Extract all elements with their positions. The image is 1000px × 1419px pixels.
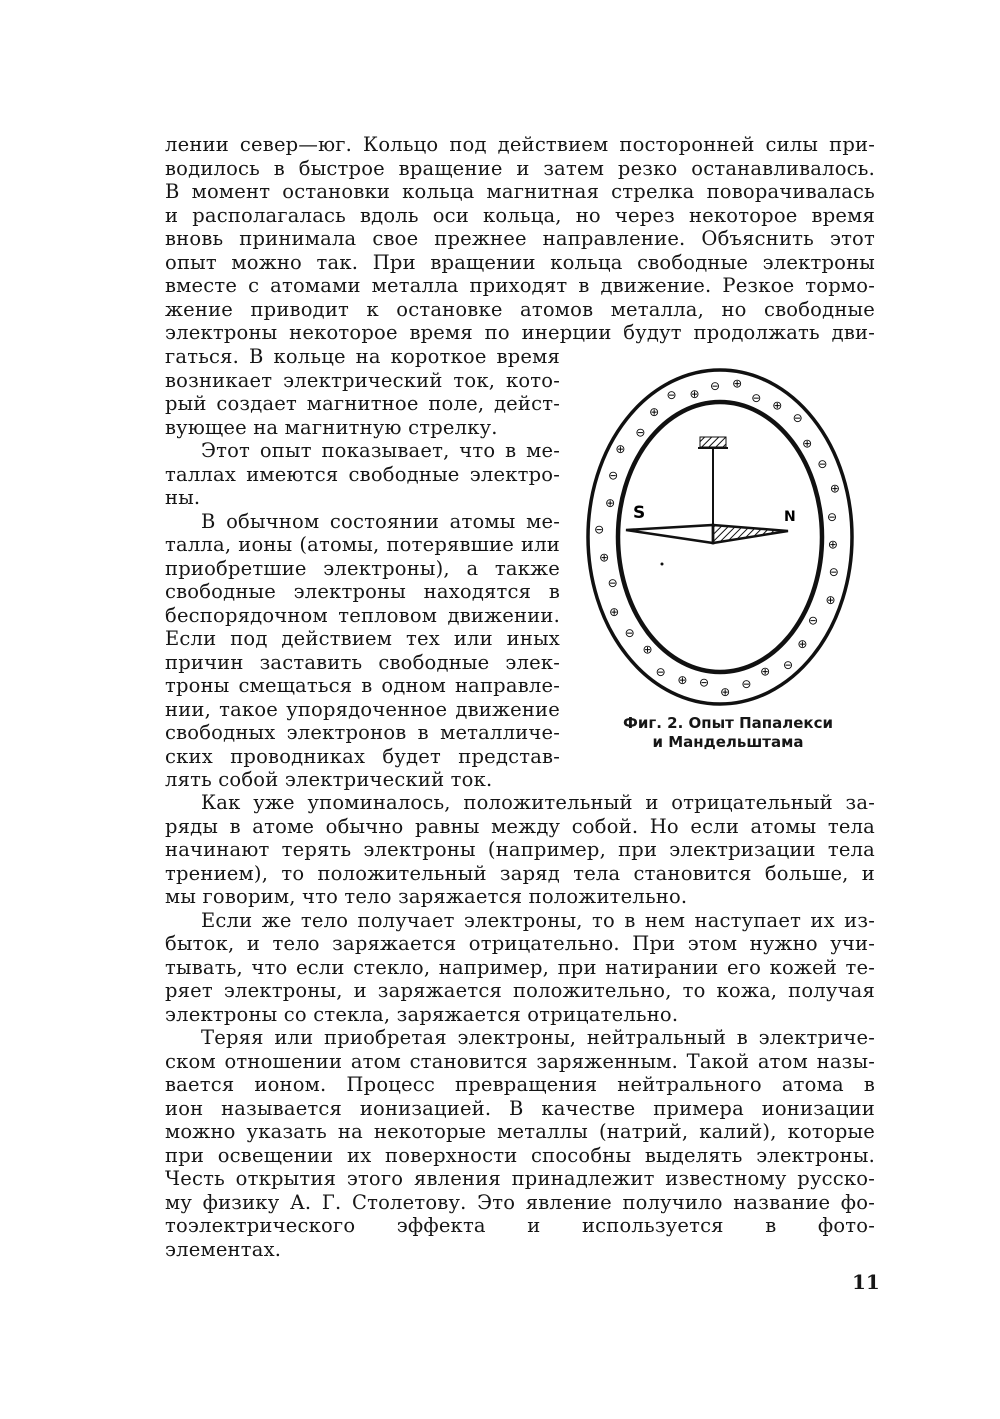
text-line: мы говорим, что тело заряжается положительно. [165, 885, 688, 908]
text-line: вновь принимала свое прежнее направление. Объяснить этот [165, 227, 875, 250]
text-line: таллах имеются свободные электро- [165, 462, 560, 486]
text-line: опыт можно так. При вращении кольца свободные электроны [165, 250, 875, 274]
text-line: тывать, что если стекло, например, при натирании его кожей те- [165, 955, 875, 979]
page-number: 11 [852, 1270, 880, 1294]
positive-charge-icon: ⊕ [797, 637, 808, 652]
positive-charge-icon: ⊕ [802, 436, 813, 451]
negative-charge-icon: ⊖ [666, 388, 677, 402]
text-line: трением), то положительный заряд тела становится больше, и [165, 861, 875, 885]
negative-charge-icon: ⊖ [709, 379, 721, 394]
negative-charge-icon: ⊖ [817, 457, 828, 471]
text-line: рый создает магнитное поле, дейст- [165, 392, 560, 415]
figure-caption [588, 714, 868, 752]
top-paragraph [165, 133, 875, 345]
text-line: электроны со стекла, заряжается отрицательно. [165, 1002, 679, 1026]
text-line: возникает электрический ток, кото- [165, 368, 560, 392]
negative-charge-icon: ⊖ [594, 522, 605, 537]
text-line: лении север—юг. Кольцо под действием посторонней силы при- [165, 133, 875, 156]
positive-charge-icon: ⊕ [732, 376, 743, 391]
text-line: Теряя или приобретая электроны, нейтральный в электриче- [201, 1026, 875, 1049]
text-line: быток, и тело заряжается отрицательно. При этом нужно учи- [165, 932, 875, 955]
negative-charge-icon: ⊖ [698, 675, 710, 690]
text-line: тоэлектрического эффекта и используется в фото- [165, 1214, 875, 1237]
negative-charge-icon: ⊖ [608, 468, 619, 483]
text-line: начинают терять электроны (например, при электризации тела [165, 838, 875, 861]
negative-charge-icon: ⊖ [828, 565, 839, 580]
positive-charge-icon: ⊕ [829, 481, 840, 496]
positive-charge-icon: ⊕ [827, 537, 838, 552]
south-pole-label: S [633, 503, 646, 523]
negative-charge-icon: ⊖ [826, 510, 838, 525]
text-line: и располагалась вдоль оси кольца, но через некоторое время [165, 203, 875, 227]
text-line: ны. [165, 486, 201, 509]
negative-charge-icon: ⊖ [655, 665, 666, 680]
text-line: ском отношении атом становится заряженным. Такой атом назы- [165, 1049, 875, 1073]
left-column [165, 345, 560, 792]
text-line: талла, ионы (атомы, потерявшие или [165, 533, 560, 556]
magnetic-needle-icon [626, 525, 788, 543]
text-line: Если же тело получает электроны, то в нем наступает их из- [201, 908, 875, 932]
text-line: гаться. В кольце на короткое время [165, 345, 560, 368]
text-line: вместе с атомами металла приходят в движение. Резкое тормо- [165, 274, 875, 297]
positive-charge-icon: ⊕ [825, 593, 836, 608]
north-pole-label: N [784, 509, 796, 525]
text-line: ион называется ионизацией. В качестве примера ионизации [165, 1096, 875, 1120]
positive-charge-icon: ⊕ [615, 441, 626, 456]
positive-charge-icon: ⊕ [760, 664, 771, 679]
text-line: причин заставить свободные элек- [165, 650, 560, 674]
negative-charge-icon: ⊖ [792, 411, 803, 426]
positive-charge-icon: ⊕ [772, 398, 783, 413]
text-line: ряет электроны, и заряжается положительно, то кожа, получая [165, 979, 875, 1002]
negative-charge-icon: ⊖ [807, 613, 819, 628]
bottom-paragraphs [165, 791, 875, 1261]
text-line: водилось в быстрое вращение и затем резко останавливалось. [165, 156, 875, 180]
positive-charge-icon: ⊕ [720, 684, 731, 699]
positive-charge-icon: ⊕ [609, 604, 620, 619]
positive-charge-icon: ⊕ [677, 673, 688, 687]
caption-line-2: и Мандельштама [652, 733, 804, 751]
text-line: ских проводниках будет представ- [165, 744, 560, 768]
caption-line-1: Фиг. 2. Опыт Папалекси [623, 714, 833, 732]
negative-charge-icon: ⊖ [624, 626, 635, 640]
negative-charge-icon: ⊖ [751, 390, 762, 405]
positive-charge-icon: ⊕ [599, 550, 610, 565]
text-line: вается ионом. Процесс превращения нейтрального атома в [165, 1073, 875, 1096]
text-line: приобретшие электроны), а также [165, 556, 560, 580]
text-line: электроны некоторое время по инерции будут продолжать дви- [165, 321, 875, 344]
positive-charge-icon: ⊕ [689, 386, 700, 401]
positive-charge-icon: ⊕ [649, 405, 660, 420]
positive-charge-icon: ⊕ [605, 495, 616, 510]
text-line: свободные электроны находятся в [165, 580, 560, 603]
text-line: вующее на магнитную стрелку. [165, 415, 498, 439]
text-line: при освещении их поверхности способны выделять электроны. [165, 1143, 875, 1167]
negative-charge-icon: ⊖ [607, 576, 618, 591]
text-line: троны смещаться в одном направле- [165, 674, 560, 697]
positive-charge-icon: ⊕ [642, 642, 653, 657]
text-line: элементах. [165, 1237, 282, 1261]
text-line: жение приводит к остановке атомов металла, но свободные [165, 297, 875, 321]
text-line: лять собой электрический ток. [165, 768, 493, 791]
text-line: Честь открытия этого явления принадлежит известному русско- [165, 1167, 875, 1190]
text-line: нии, такое упорядоченное движение [165, 697, 560, 721]
negative-charge-icon: ⊖ [635, 425, 646, 440]
text-line: ряды в атоме обычно равны между собой. Но если атомы тела [165, 814, 875, 838]
text-line: В обычном состоянии атомы ме- [201, 509, 560, 533]
suspension-mount-icon [698, 437, 728, 448]
negative-charge-icon: ⊖ [782, 658, 794, 673]
text-line: Как уже упоминалось, положительный и отрицательный за- [201, 791, 875, 814]
dot-mark [661, 563, 664, 566]
text-line: можно указать на некоторые металлы (натрий, калий), которые [165, 1120, 875, 1143]
text-line: беспорядочном тепловом движении. [165, 603, 560, 627]
papaleksi-mandelstam-figure [578, 365, 858, 710]
text-line: В момент остановки кольца магнитная стрелка поворачивалась [165, 180, 875, 203]
text-line: му физику А. Г. Столетову. Это явление получило название фо- [165, 1190, 875, 1214]
negative-charge-icon: ⊖ [741, 677, 752, 692]
text-line: Если под действием тех или иных [165, 627, 560, 650]
text-line: Этот опыт показывает, что в ме- [201, 439, 560, 462]
text-line: свободных электронов в металличе- [165, 721, 560, 744]
